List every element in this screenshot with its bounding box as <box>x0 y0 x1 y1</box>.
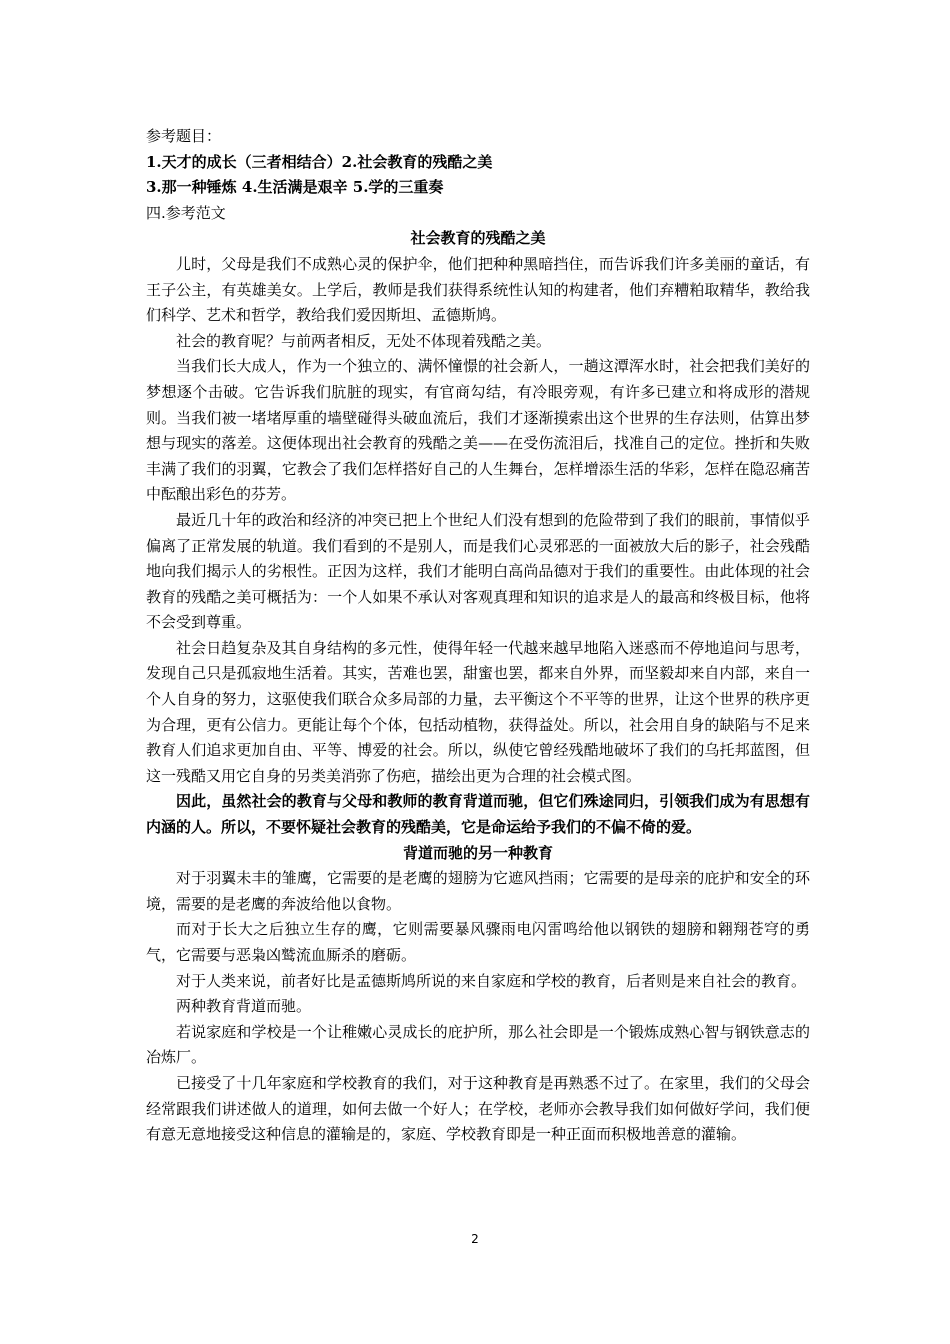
topics-line-1: 1.天才的成长（三者相结合）2.社会教育的残酷之美 <box>146 152 493 171</box>
essay1-paragraph: 儿时，父母是我们不成熟心灵的保护伞，他们把种种黑暗挡住，而告诉我们许多美丽的童话，有王子公主，有英雄美女。上学后，教师是我们获得系统性认知的构建者，他们弃糟粕取精华，教给我们科学、艺术和哲学，教给我们爱因斯坦、孟德斯鸠。 <box>146 254 810 325</box>
document-body <box>146 124 810 1148</box>
page-number: 2 <box>471 1232 479 1246</box>
essay2-paragraph: 若说家庭和学校是一个让稚嫩心灵成长的庇护所，那么社会即是一个锻炼成熟心智与钢铁意志的冶炼厂。 <box>146 1022 810 1067</box>
essay2-paragraph: 对于人类来说，前者好比是孟德斯鸠所说的来自家庭和学校的教育，后者则是来自社会的教育。 <box>176 971 807 990</box>
topics-line-2: 3.那一种锤炼 4.生活满是艰辛 5.学的三重奏 <box>146 178 444 197</box>
essay1-paragraph: 社会日趋复杂及其自身结构的多元性，使得年轻一代越来越早地陷入迷惑而不停地追问与思考，发现自己只是孤寂地生活着。其实，苦难也罢，甜蜜也罢，都来自外界，而坚毅却来自内部，来自一个人自身的努力，这驱使我们联合众多局部的力量，去平衡这个不平等的世界，让这个世界的秩序更为合理，更有公信力。更能让每个个体，包括动植物，获得益处。所以，社会用自身的缺陷与不足来教育人们追求更加自由、平等、博爱的社会。所以，纵使它曾经残酷地破坏了我们的乌托邦蓝图，但这一残酷又用它自身的另类美消弥了伤疤，描绘出更为合理的社会模式图。 <box>146 638 810 785</box>
ref-topics-label: 参考题目： <box>146 127 222 145</box>
essay1-paragraph: 社会的教育呢？与前两者相反，无处不体现着残酷之美。 <box>176 331 552 350</box>
essay1-paragraph: 当我们长大成人，作为一个独立的、满怀憧憬的社会新人，一趟这潭浑水时，社会把我们美好的梦想逐个击破。它告诉我们肮脏的现实，有官商勾结，有冷眼旁观，有许多已建立和将成形的潜规则。当我们被一堵堵厚重的墙壁碰得头破血流后，我们才逐渐摸索出这个世界的生存法则，估算出梦想与现实的落差。这便体现出社会教育的残酷之美——在受伤流泪后，找准自己的定位。挫折和失败丰满了我们的羽翼，它教会了我们怎样搭好自己的人生舞台，怎样增添生活的华彩，怎样在隐忍痛苦中酝酿出彩色的芬芳。 <box>146 357 810 504</box>
essay2-paragraph: 两种教育背道而驰。 <box>176 997 312 1016</box>
essay2-paragraph: 已接受了十几年家庭和学校教育的我们，对于这种教育是再熟悉不过了。在家里，我们的父母会经常跟我们讲述做人的道理，如何去做一个好人；在学校，老师亦会教导我们如何做好学问，我们便有意无意地接受这种信息的灌输是的，家庭、学校教育即是一种正面而积极地善意的灌输。 <box>146 1073 810 1144</box>
essay2-title: 背道而驰的另一种教育 <box>402 843 553 862</box>
section-label: 四.参考范文 <box>146 203 226 222</box>
essay2-paragraph: 对于羽翼未丰的雏鹰，它需要的是老鹰的翅膀为它遮风挡雨；它需要的是母亲的庇护和安全的环境，需要的是老鹰的奔波给他以食物。 <box>146 869 810 913</box>
essay1-paragraph: 最近几十年的政治和经济的冲突已把上个世纪人们没有想到的危险带到了我们的眼前，事情似乎偏离了正常发展的轨道。我们看到的不是别人，而是我们心灵邪恶的一面被放大后的影子，社会残酷地向我们揭示人的劣根性。正因为这样，我们才能明白高尚品德对于我们的重要性。由此体现的社会教育的残酷之美可概括为：一个人如果不承认对客观真理和知识的追求是人的最高和终极目标，他将不会受到尊重。 <box>146 510 810 632</box>
essay2-paragraph: 而对于长大之后独立生存的鹰，它则需要暴风骤雨电闪雷鸣给他以钢铁的翅膀和翱翔苍穹的勇气，它需要与恶枭凶鹫流血厮杀的磨砺。 <box>146 920 810 964</box>
essay1-title: 社会教育的残酷之美 <box>410 229 546 248</box>
essay1-conclusion: 因此，虽然社会的教育与父母和教师的教育背道而驰，但它们殊途同归，引领我们成为有思想有内涵的人。所以，不要怀疑社会教育的残酷美，它是命运给予我们的不偏不倚的爱。 <box>146 792 810 837</box>
